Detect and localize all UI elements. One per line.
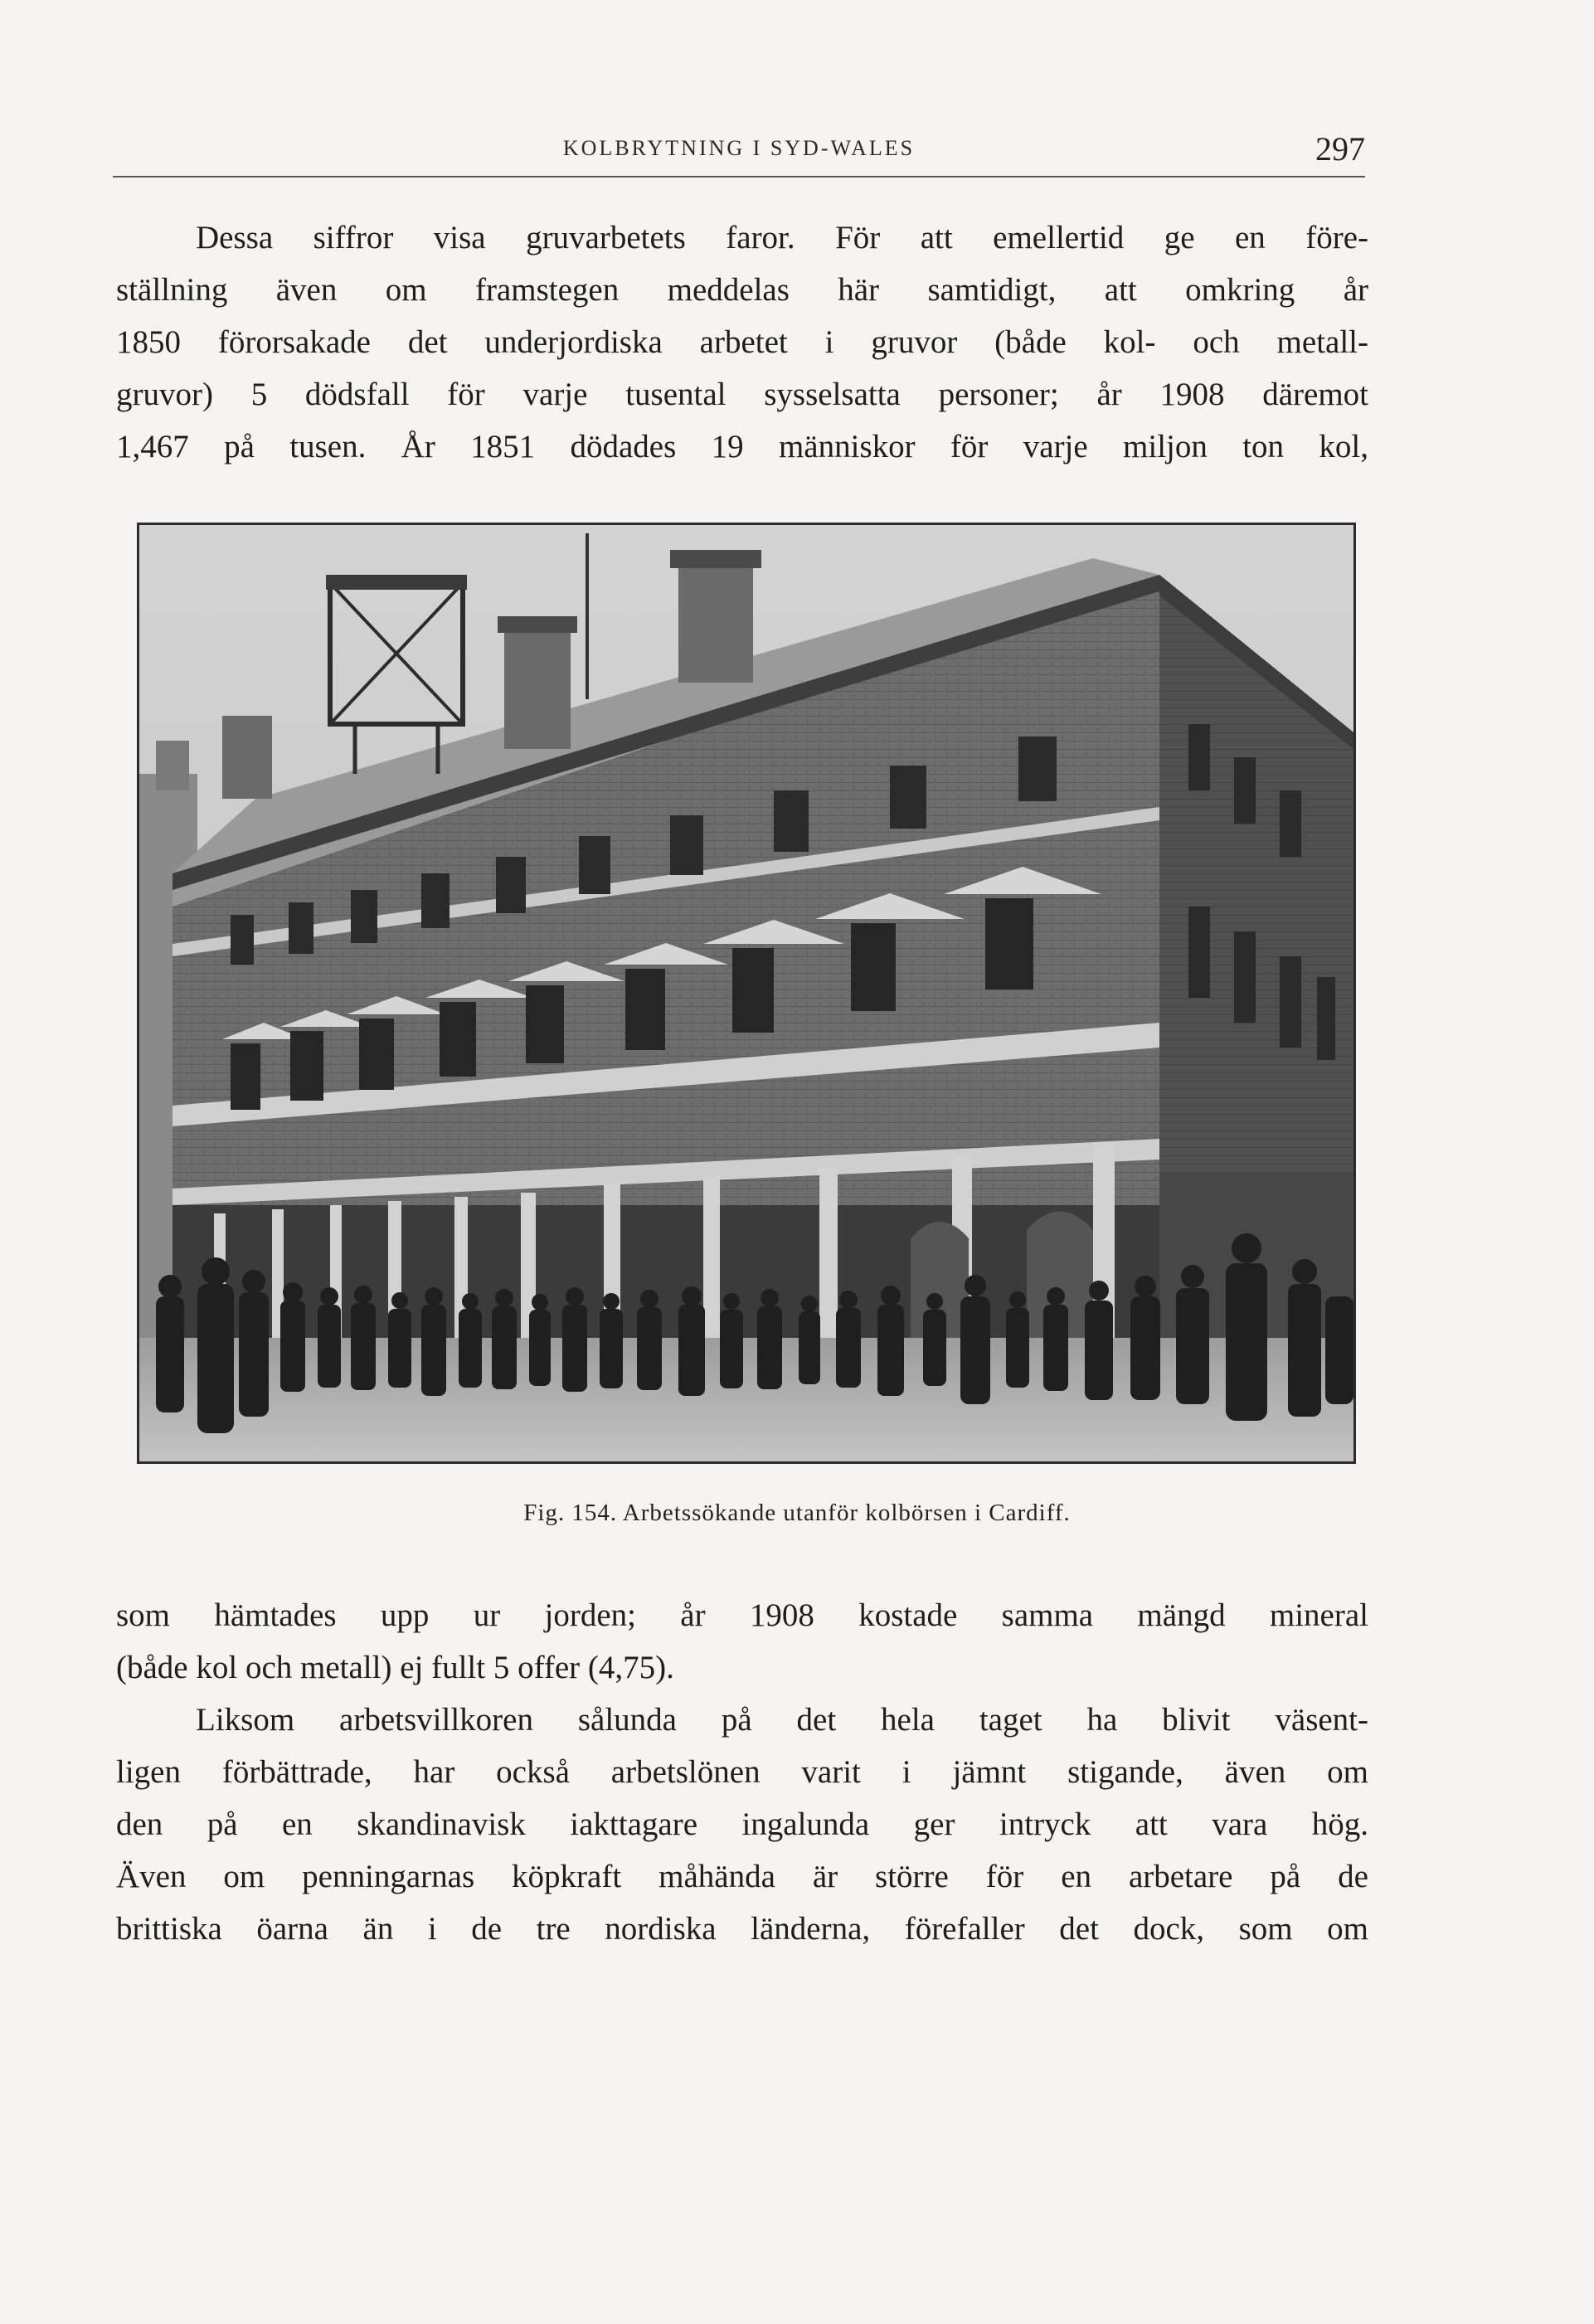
text-line: brittiska öarna än i de tre nordiska länderna, förefaller det dock, som om <box>116 1911 1368 1947</box>
text-line: den på en skandinavisk iakttagare ingalunda ger intryck att vara hög. <box>116 1806 1368 1842</box>
page-number: 297 <box>1315 130 1365 168</box>
text-line: Dessa siffror visa gruvarbetets faror. För att emellertid ge en före- <box>196 220 1368 255</box>
text-line: 1850 förorsakade det underjordiska arbetet i gruvor (både kol- och metall- <box>116 324 1368 360</box>
running-title: KOLBRYTNING I SYD-WALES <box>562 136 916 160</box>
paragraph-2 <box>116 1589 1368 1694</box>
paragraph-3 <box>116 1694 1368 1955</box>
text-line: (både kol och metall) ej fullt 5 offer (4,75). <box>116 1650 674 1685</box>
text-line: ligen förbättrade, har också arbetslönen varit i jämnt stigande, även om <box>116 1754 1368 1790</box>
paragraph-1 <box>116 211 1368 473</box>
text-line: ställning även om framstegen meddelas här samtidigt, att omkring år <box>116 272 1368 308</box>
text-line: 1,467 på tusen. År 1851 dödades 19 människor för varje miljon ton kol, <box>116 429 1368 464</box>
photo-building-and-crowd <box>139 525 1353 1461</box>
figure-caption: Fig. 154. Arbetssökande utanför kolbörsen i Cardiff. <box>523 1500 1071 1526</box>
text-line: gruvor) 5 dödsfall för varje tusental sysselsatta personer; år 1908 däremot <box>116 377 1368 412</box>
halftone-photograph <box>137 523 1356 1464</box>
header-rule <box>113 176 1365 177</box>
running-head <box>113 130 1365 174</box>
text-line: som hämtades upp ur jorden; år 1908 kostade samma mängd mineral <box>116 1597 1368 1633</box>
text-line: Liksom arbetsvillkoren sålunda på det hela taget ha blivit väsent- <box>196 1702 1368 1738</box>
text-line: Även om penningarnas köpkraft måhända är större för en arbetare på de <box>116 1859 1368 1894</box>
